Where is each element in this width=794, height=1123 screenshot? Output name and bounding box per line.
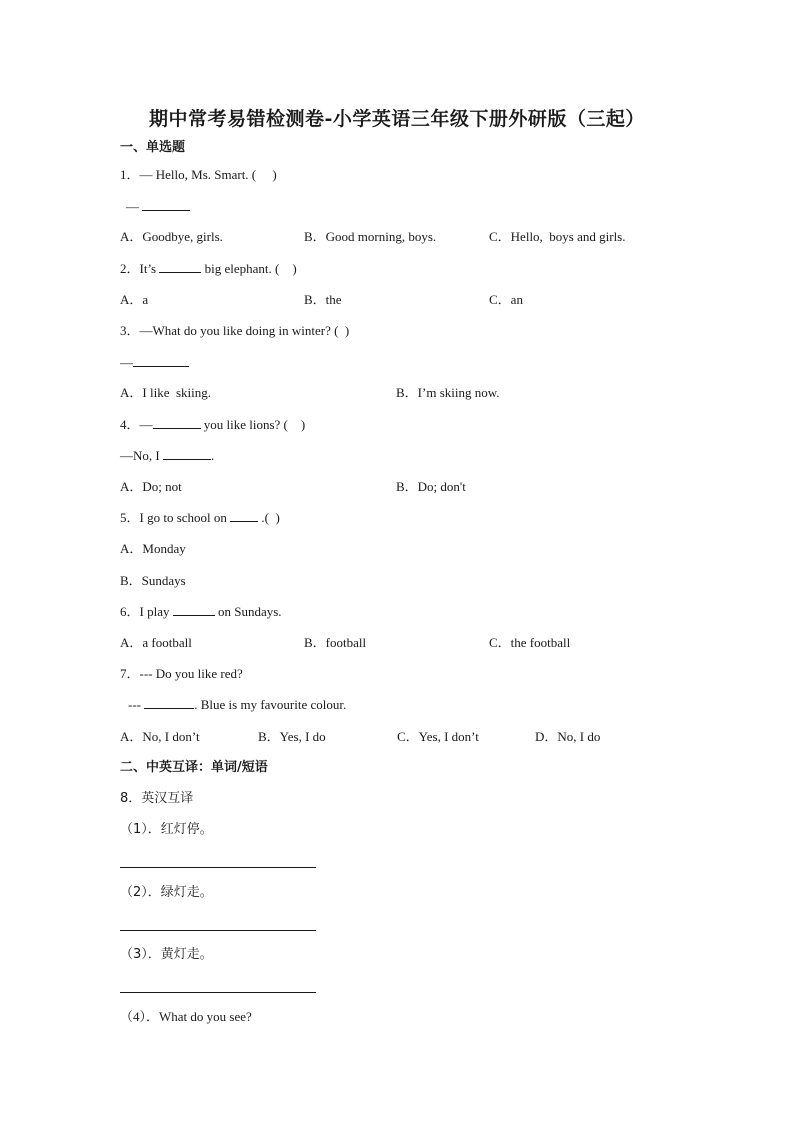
question-7-option-c[interactable]: C．Yes, I don’t — [397, 729, 479, 744]
question-2-option-a[interactable]: A．a — [120, 292, 149, 307]
answer-line-1[interactable] — [120, 867, 316, 868]
question-4-stem: 4．— you like lions? ( ) — [120, 417, 306, 432]
question-3-reply: — — [120, 354, 189, 372]
question-8-item-1: （1）．红灯停。 — [120, 822, 213, 837]
question-7-option-a[interactable]: A．No, I don’t — [120, 729, 200, 744]
answer-blank — [153, 416, 201, 429]
question-7-option-d[interactable]: D．No, I do — [535, 729, 601, 744]
question-2-option-b[interactable]: B．the — [304, 292, 342, 307]
question-6-option-b[interactable]: B．football — [304, 635, 367, 650]
question-5-option-a[interactable]: A．Monday — [120, 541, 186, 556]
question-1-option-a[interactable]: A．Goodbye, girls. — [120, 229, 223, 244]
question-6-stem: 6．I play on Sundays. — [120, 604, 282, 619]
answer-blank — [133, 354, 189, 367]
answer-blank — [159, 260, 201, 273]
answer-line-3[interactable] — [120, 992, 316, 993]
question-8-item-4: （4）．What do you see? — [120, 1009, 252, 1024]
question-4-option-b[interactable]: B．Do; don't — [396, 479, 466, 494]
question-3-option-a[interactable]: A．I like skiing. — [120, 385, 211, 400]
answer-blank — [142, 198, 190, 211]
answer-blank — [144, 696, 194, 709]
question-4-option-a[interactable]: A．Do; not — [120, 479, 182, 494]
question-1-reply: — — [126, 198, 190, 216]
question-6-option-a[interactable]: A．a football — [120, 635, 192, 650]
page-title: 期中常考易错检测卷-小学英语三年级下册外研版（三起） — [149, 108, 645, 130]
question-7-stem: 7．--- Do you like red? — [120, 666, 243, 681]
section-heading-single-choice: 一、单选题 — [120, 140, 186, 155]
question-3-stem: 3．—What do you like doing in winter? ( ) — [120, 323, 350, 338]
question-1-stem: 1．— Hello, Ms. Smart. ( ) — [120, 167, 277, 182]
question-1-option-b[interactable]: B．Good morning, boys. — [304, 229, 437, 244]
question-7-option-b[interactable]: B．Yes, I do — [258, 729, 326, 744]
question-4-reply: —No, I . — [120, 448, 215, 463]
question-3-option-b[interactable]: B．I’m skiing now. — [396, 385, 500, 400]
answer-blank — [230, 509, 258, 522]
question-8-item-3: （3）．黄灯走。 — [120, 947, 213, 962]
question-5-option-b[interactable]: B．Sundays — [120, 573, 186, 588]
question-2-option-c[interactable]: C．an — [489, 292, 523, 307]
question-8-stem: 8．英汉互译 — [120, 791, 194, 806]
question-5-stem: 5．I go to school on .( ) — [120, 510, 280, 525]
question-2-stem: 2．It’s big elephant. ( ) — [120, 261, 297, 276]
question-1-option-c[interactable]: C．Hello, boys and girls. — [489, 229, 626, 244]
question-6-option-c[interactable]: C．the football — [489, 635, 571, 650]
answer-blank — [173, 603, 215, 616]
section-heading-translation: 二、中英互译：单词/短语 — [120, 760, 268, 775]
answer-line-2[interactable] — [120, 930, 316, 931]
answer-blank — [163, 447, 211, 460]
question-7-reply: --- . Blue is my favourite colour. — [128, 697, 347, 712]
question-8-item-2: （2）．绿灯走。 — [120, 885, 213, 900]
